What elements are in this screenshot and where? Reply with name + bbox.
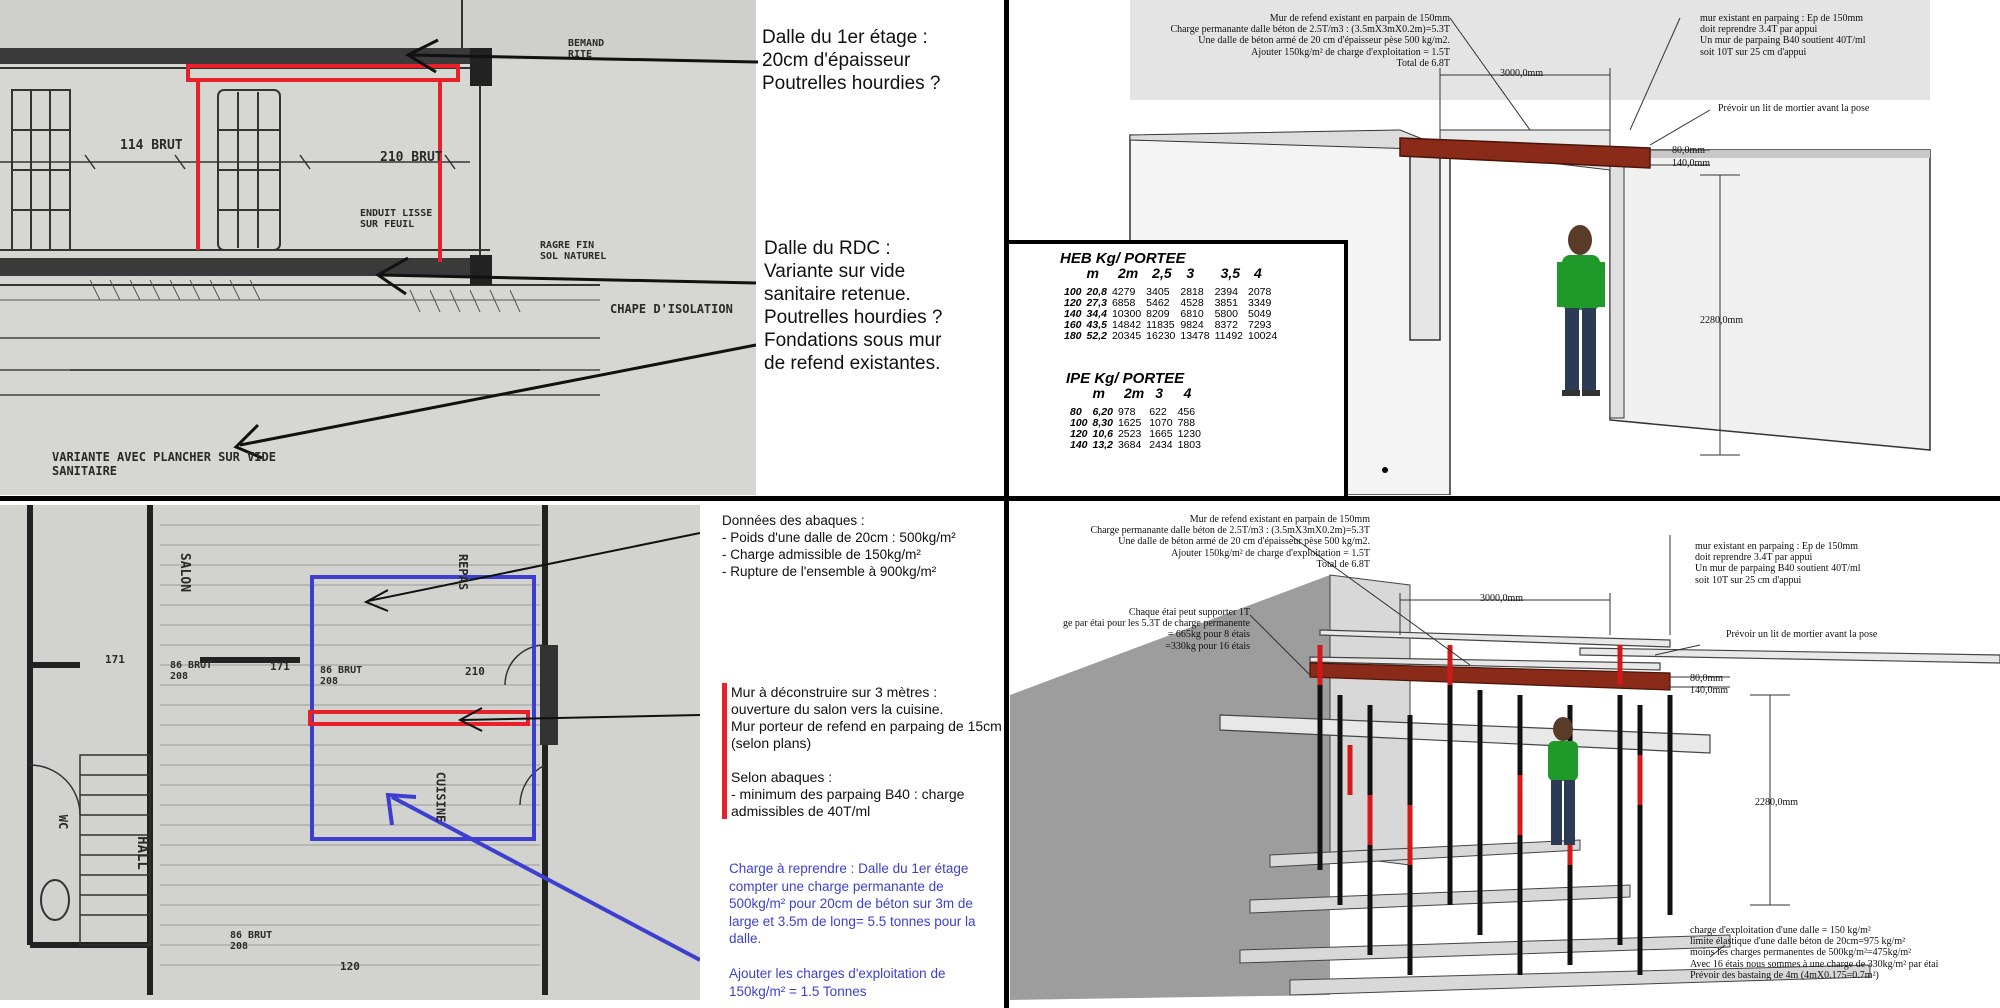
heb-cell: 180 bbox=[1064, 330, 1082, 342]
heb-cell: 11835 bbox=[1146, 319, 1175, 331]
ground-floor-slab bbox=[0, 258, 490, 276]
heb-cell: 5462 bbox=[1146, 297, 1170, 309]
heb-cell: 13478 bbox=[1180, 330, 1210, 342]
wall-demolition-note: Mur à déconstruire sur 3 mètres : ouverture du salon vers la cuisine. Mur porteur de refend en parpaing de 15cm (selon plans) Selon abaques : - minimum des parpaing B40 : charge admissibles de 40T/ml bbox=[731, 684, 1002, 819]
heb-cell: 160 bbox=[1064, 319, 1082, 331]
plan-label-door-1: 86 BRUT 208 bbox=[170, 660, 213, 682]
heb-cell: 3405 bbox=[1146, 286, 1170, 298]
ipe-header-cell: m bbox=[1092, 385, 1105, 401]
q4-top-left-annotation: Mur de refend existant en parpain de 150mm Charge permanante dalle béton de 2.5T/m3 : (3.5mX3mX0.2m)=5.3T Une dalle de béton armé de 20 cm d'épaisseur pèse 500 kg/m2. Ajouter 150kg/m² de charge d'exploitation = 1.5T Total de 6.8T bbox=[1090, 514, 1370, 570]
heb-header-blank bbox=[1064, 268, 1087, 287]
heb-header-cell: 2,5 bbox=[1152, 265, 1172, 281]
heb-cell: 4279 bbox=[1111, 286, 1136, 298]
ipe-cell: 1625 bbox=[1117, 417, 1142, 429]
plan-label-salon: SALON bbox=[177, 552, 193, 593]
ipe-cell: 120 bbox=[1070, 428, 1088, 440]
heb-cell: 8372 bbox=[1214, 319, 1238, 331]
plan-label-chape: CHAPE D'ISOLATION bbox=[610, 302, 733, 316]
heb-cell: 16230 bbox=[1146, 330, 1176, 342]
ipe-cell: 1665 bbox=[1149, 428, 1173, 440]
q4-dim-height: 2280,0mm bbox=[1755, 797, 1799, 808]
plan-label-cuisine: CUISINE bbox=[433, 771, 448, 823]
heb-cell: 100 bbox=[1064, 286, 1082, 298]
ipe-cell: 1230 bbox=[1177, 428, 1201, 440]
heb-cell: 10300 bbox=[1111, 308, 1142, 320]
plan-label-hall: HALL bbox=[133, 836, 150, 870]
ipe-cell: 978 bbox=[1117, 406, 1136, 418]
person-figure bbox=[1557, 225, 1605, 396]
heb-cell: 27,3 bbox=[1086, 297, 1107, 309]
ipe-cell: 2523 bbox=[1117, 428, 1142, 440]
q2-dim-span: 3000,0mm bbox=[1500, 68, 1544, 79]
ipe-cell: 1803 bbox=[1177, 439, 1201, 451]
plan-label-enduit: ENDUIT LISSE SUR FEUIL bbox=[360, 208, 433, 230]
q2-top-right-annotation: mur existant en parpaing : Ep de 150mm doit reprendre 3.4T par appui Un mur de parpaing B40 soutient 40T/ml soit 10T sur 25 cm d'appui bbox=[1700, 13, 1866, 58]
heb-header-cell: 3 bbox=[1186, 265, 1195, 281]
plan-label-120: 120 bbox=[340, 960, 360, 973]
heb-cell: 2078 bbox=[1248, 286, 1272, 298]
ipe-header-cell: 2m bbox=[1123, 385, 1145, 401]
plan-label-door-3: 86 BRUT 208 bbox=[230, 930, 273, 952]
heb-header-cell: 2m bbox=[1117, 265, 1139, 281]
heb-header-cell: 4 bbox=[1254, 265, 1262, 281]
heb-cell: 34,4 bbox=[1086, 308, 1107, 320]
horizontal-divider bbox=[0, 496, 2000, 501]
props-render-panel bbox=[1010, 505, 2000, 1000]
heb-cell: 2394 bbox=[1214, 286, 1238, 298]
ipe-cell: 8,30 bbox=[1092, 417, 1113, 429]
ipe-cell: 1070 bbox=[1149, 417, 1173, 429]
ipe-cell: 13,2 bbox=[1092, 439, 1113, 451]
plan-label-bemand: BEMAND RITE bbox=[568, 38, 605, 60]
plan-label-door-2: 86 BRUT 208 bbox=[320, 665, 363, 687]
heb-cell: 10024 bbox=[1248, 330, 1278, 342]
q2-dim-height: 2280,0mm bbox=[1700, 315, 1744, 326]
load-note: Charge à reprendre : Dalle du 1er étage compter une charge permanante de 500kg/m² pour 20cm de béton sur 3m de large et 3.5m de long= 5.5 tonnes pour la dalle. Ajouter les charges d'exploitation de 150kg/m² = 1.5 Tonnes bbox=[729, 861, 976, 999]
heb-cell: 9824 bbox=[1180, 319, 1204, 331]
plan-label-114-brut: 114 BRUT bbox=[120, 138, 183, 153]
q2-dim-140: 140,0mm bbox=[1672, 158, 1711, 169]
ipe-table bbox=[1070, 385, 1206, 451]
elevation-plan-drawing bbox=[0, 0, 756, 495]
q1-arrow-extensions bbox=[756, 0, 1006, 495]
heb-cell: 6810 bbox=[1180, 308, 1204, 320]
heb-table bbox=[1064, 265, 1282, 342]
heb-cell: 11492 bbox=[1214, 330, 1243, 342]
ipe-cell: 456 bbox=[1177, 406, 1196, 418]
ipe-header-blank bbox=[1070, 388, 1093, 407]
heb-cell: 4528 bbox=[1180, 297, 1204, 309]
ipe-header-row bbox=[1070, 388, 1206, 407]
heb-cell: 20,8 bbox=[1086, 286, 1107, 298]
plan-label-171a: 171 bbox=[105, 653, 125, 666]
plan-label-ragre: RAGRE FIN SOL NATUREL bbox=[540, 240, 607, 262]
plan-label-171b: 171 bbox=[270, 660, 290, 673]
heb-cell: 43,5 bbox=[1086, 319, 1107, 331]
q4-dim-80: 80,0mm bbox=[1690, 673, 1724, 684]
heb-cell: 6858 bbox=[1111, 297, 1136, 309]
ground-floor-slab-note: Dalle du RDC : Variante sur vide sanitaire retenue. Poutrelles hourdies ? Fondations sous mur de refend existantes. bbox=[764, 238, 943, 374]
ipe-cell: 80 bbox=[1070, 406, 1082, 418]
elevation-plan-panel bbox=[0, 0, 756, 495]
heb-cell: 140 bbox=[1064, 308, 1082, 320]
heb-cell: 3851 bbox=[1214, 297, 1238, 309]
q2-mortar-note: Prévoir un lit de mortier avant la pose bbox=[1718, 103, 1870, 114]
plan-label-210: 210 bbox=[465, 665, 485, 678]
q4-mortar-note: Prévoir un lit de mortier avant la pose bbox=[1726, 629, 1878, 640]
heb-cell: 14842 bbox=[1111, 319, 1142, 331]
ipe-cell: 6,20 bbox=[1092, 406, 1113, 418]
ipe-row bbox=[1070, 440, 1206, 451]
floor-plan-panel bbox=[0, 505, 700, 1000]
heb-cell: 3349 bbox=[1248, 297, 1272, 309]
ipe-cell: 788 bbox=[1177, 417, 1196, 429]
plan-label-wc: WC bbox=[56, 814, 71, 830]
heb-cell: 20345 bbox=[1111, 330, 1142, 342]
plan-label-variante: VARIANTE AVEC PLANCHER SUR VIDE SANITAIRE bbox=[52, 450, 276, 478]
abaques-note: Données des abaques : - Poids d'une dalle de 20cm : 500kg/m² - Charge admissible de 150kg/m² - Rupture de l'ensemble à 900kg/m² bbox=[722, 513, 956, 579]
q2-top-left-annotation: Mur de refend existant en parpain de 150mm Charge permanante dalle béton de 2.5T/m3 : (3.5mX3mX0.2m)=5.3T Une dalle de béton armé de 20 cm d'épaisseur pèse 500 kg/m2. Ajouter 150kg/m² de charge d'exploitation = 1.5T Total de 6.8T bbox=[1170, 13, 1450, 69]
plan-label-repas: REPAS bbox=[456, 553, 471, 591]
floor-plan-drawing bbox=[0, 505, 700, 1000]
heb-cell: 120 bbox=[1064, 297, 1082, 309]
q4-top-right-annotation: mur existant en parpaing : Ep de 150mm doit reprendre 3.4T par appui Un mur de parpaing B40 soutient 40T/ml soit 10T sur 25 cm d'appui bbox=[1695, 541, 1861, 586]
heb-cell: 2818 bbox=[1180, 286, 1204, 298]
red-note-bar bbox=[722, 683, 727, 819]
q4-dim-140: 140,0mm bbox=[1690, 685, 1729, 696]
ipe-cell: 3684 bbox=[1117, 439, 1142, 451]
heb-row bbox=[1064, 331, 1282, 342]
q2-dim-80: 80,0mm bbox=[1672, 145, 1706, 156]
heb-cell: 7293 bbox=[1248, 319, 1272, 331]
ipe-cell: 622 bbox=[1149, 406, 1167, 418]
ipe-table-title: IPE Kg/ PORTEE bbox=[1066, 370, 1185, 387]
ipe-cell: 10,6 bbox=[1092, 428, 1113, 440]
heb-cell: 8209 bbox=[1146, 308, 1170, 320]
vertical-divider bbox=[1004, 0, 1009, 1008]
heb-header-cell: m bbox=[1086, 265, 1099, 281]
q4-bottom-note: charge d'exploitation d'une dalle = 150 kg/m² limite élastique d'une dalle béton de 20cm=975 kg/m² moins les charges permanentes de 500kg/m²=475kg/m² Avec 16 étais nous sommes à une charge de 330kg/m² par étai Prévoir des bastaing de 4m (4mX0.175=0.7m²) bbox=[1690, 925, 1939, 981]
q4-dim-span: 3000,0mm bbox=[1480, 593, 1524, 604]
heb-cell: 5049 bbox=[1248, 308, 1272, 320]
ipe-cell: 2434 bbox=[1149, 439, 1173, 451]
first-floor-slab-note: Dalle du 1er étage : 20cm d'épaisseur Poutrelles hourdies ? bbox=[762, 27, 941, 94]
heb-cell: 52,2 bbox=[1086, 330, 1107, 342]
plan-label-210-brut: 210 BRUT bbox=[380, 150, 443, 165]
heb-header-cell: 3,5 bbox=[1220, 265, 1241, 281]
q4-props-note: Chaque étai peut supporter 1T ge par étai pour les 5.3T de charge permanente = 665kg pour 8 étais =330kg pour 16 étais bbox=[1062, 607, 1250, 652]
heb-table-title: HEB Kg/ PORTEE bbox=[1060, 250, 1186, 267]
ipe-header-cell: 3 bbox=[1155, 385, 1163, 401]
heb-cell: 5800 bbox=[1214, 308, 1238, 320]
ipe-cell: 140 bbox=[1070, 439, 1088, 451]
ipe-cell: 100 bbox=[1070, 417, 1088, 429]
heb-header-row bbox=[1064, 268, 1282, 287]
ipe-header-cell: 4 bbox=[1183, 385, 1192, 401]
